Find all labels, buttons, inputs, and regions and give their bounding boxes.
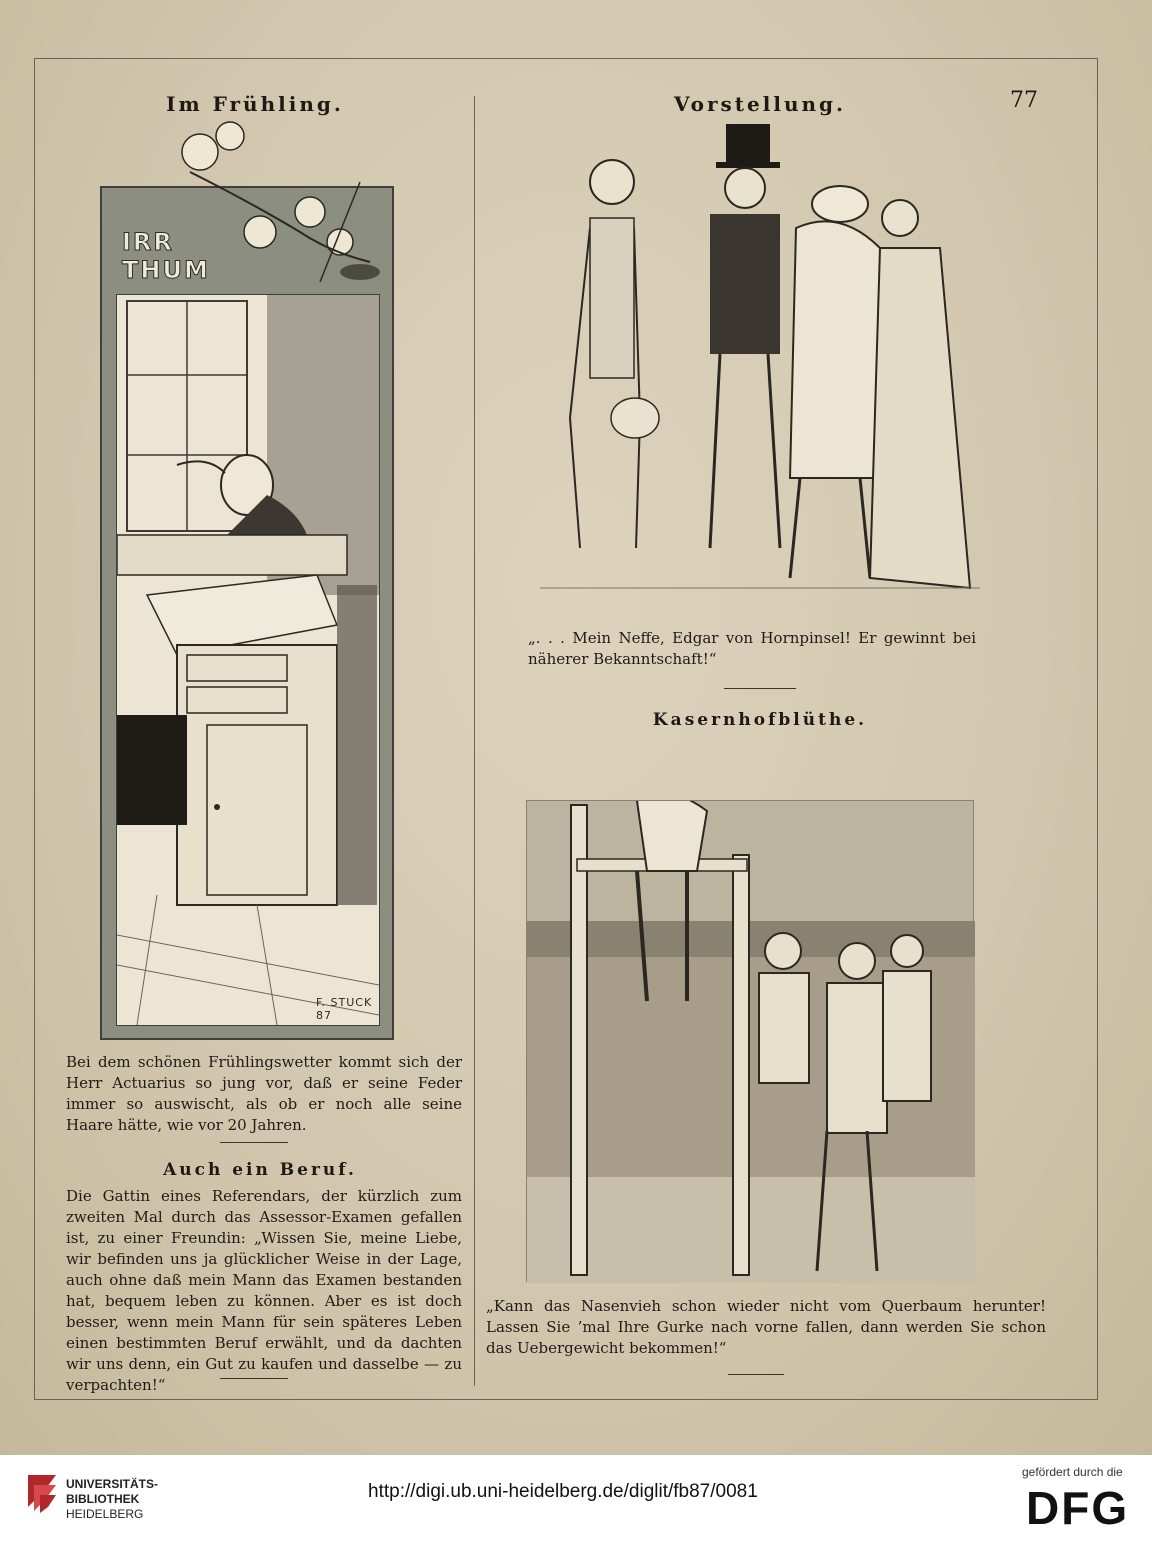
left-heading: Im Frühling. <box>166 92 344 116</box>
funding-note: gefördert durch die <box>1022 1465 1123 1479</box>
footer-bar <box>0 1455 1152 1543</box>
source-url[interactable]: http://digi.ub.uni-heidelberg.de/diglit/fb87/0081 <box>368 1481 758 1502</box>
separator-rule <box>728 1374 784 1375</box>
illustration-kasernhof <box>526 800 974 1282</box>
illustration-vorstellung <box>540 118 980 606</box>
article-title: Auch ein Beruf. <box>163 1160 357 1180</box>
figures-illustration <box>540 118 980 606</box>
library-line3: HEIDELBERG <box>66 1507 144 1521</box>
column-divider <box>474 96 475 1386</box>
kasernhof-caption: „Kann das Nasenvieh schon wieder nicht vom Querbaum herunter! Lassen Sie ’mal Ihre Gurke nach vorne fallen, dann werden Sie schon das Uebergewicht bekommen!“ <box>486 1297 1046 1357</box>
separator-rule <box>724 688 796 689</box>
separator-rule <box>220 1142 288 1143</box>
artist-signature: F. STUCK 87 <box>316 996 373 1022</box>
illustration-irrthum <box>100 186 394 1040</box>
article-text: Die Gattin eines Referendars, der kürzlich zum zweiten Mal durch das Assessor-Examen gefallen ist, zu einer Freundin: „Wissen Sie, meine Liebe, wir befinden uns ja glücklicher Weise in der Lage, auch ohne daß mein Mann das Examen bestanden hat, bequem leben zu können. Aber es ist doch besser, wenn mein Mann für sein späteres Leben einen bestimmten Beruf erwählt, und da dachten wir uns denn, ein Gut zu kaufen und dasselbe — zu verpachten!“ <box>66 1187 462 1394</box>
desk-scene <box>116 294 380 1026</box>
vorstellung-caption: „. . . Mein Neffe, Edgar von Hornpinsel! Er gewinnt bei näherer Bekanntschaft!“ <box>528 629 976 668</box>
panel-lettering: IRR THUM <box>122 228 210 284</box>
dfg-logo: DFG <box>1026 1482 1130 1534</box>
flower-branch-illustration <box>160 112 390 282</box>
library-name <box>66 1477 158 1522</box>
desk-illustration <box>117 295 379 1025</box>
irrthum-caption: Bei dem schönen Frühlingswetter kommt sich der Herr Actuarius so jung vor, daß er seine Feder immer so auswischt, als ob er noch alle seine Haare hätte, wie vor 20 Jahren. <box>66 1053 462 1134</box>
barracks-illustration <box>527 801 975 1283</box>
right-heading: Vorstellung. <box>673 92 846 116</box>
library-line1: UNIVERSITÄTS- <box>66 1477 159 1491</box>
separator-rule <box>220 1378 288 1379</box>
library-line2: BIBLIOTHEK <box>66 1492 140 1506</box>
section-heading: Kasernhofblüthe. <box>652 710 868 730</box>
library-logo-icon <box>24 1471 60 1515</box>
page-number: 77 <box>1010 88 1038 113</box>
